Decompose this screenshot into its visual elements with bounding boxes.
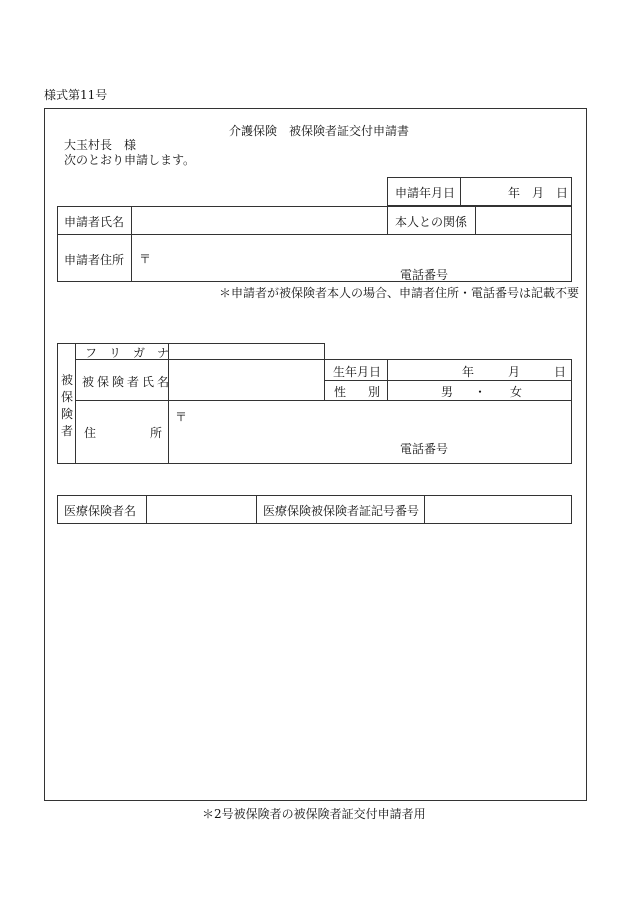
addressee: 大玉村長 様	[64, 138, 137, 152]
application-date-label: 申請年月日	[395, 186, 456, 200]
divider	[131, 206, 132, 282]
divider	[324, 380, 572, 381]
insured-side-char-3: 険	[61, 407, 74, 421]
insured-table	[57, 343, 572, 464]
insured-side-char-2: 保	[61, 390, 74, 404]
medical-insurer-label: 医療保険者名	[64, 504, 137, 518]
sex-male[interactable]: 男	[441, 385, 454, 399]
insured-side-char-1: 被	[61, 373, 74, 387]
intro-text: 次のとおり申請します。	[64, 153, 196, 167]
divider	[460, 177, 461, 206]
applicant-postal-mark: 〒	[139, 252, 152, 266]
form-title: 介護保険 被保険者証交付申請書	[229, 124, 410, 138]
form-number: 様式第11号	[44, 88, 108, 102]
medical-number-label: 医療保険被保険者証記号番号	[263, 504, 420, 518]
application-date-month: 月	[532, 186, 545, 200]
birth-day: 日	[554, 365, 567, 379]
insured-name-label: 被保険者氏名	[82, 375, 173, 389]
application-date-year: 年	[508, 186, 521, 200]
relation-label: 本人との関係	[395, 215, 468, 229]
sex-female[interactable]: 女	[510, 385, 523, 399]
furigana-label: フ リ ガ ナ	[85, 346, 170, 360]
insured-postal-mark: 〒	[175, 410, 188, 424]
application-date-day: 日	[556, 186, 569, 200]
applicant-phone-label: 電話番号	[400, 268, 449, 282]
divider	[387, 206, 388, 234]
birth-month: 月	[508, 365, 521, 379]
sex-label-2: 別	[368, 385, 381, 399]
divider	[424, 495, 425, 524]
insured-address-label-1: 住	[84, 426, 97, 440]
divider	[57, 234, 572, 235]
divider	[475, 206, 476, 234]
divider	[75, 343, 76, 464]
furigana-row-gap	[325, 342, 573, 359]
divider	[168, 343, 169, 464]
applicant-table	[57, 206, 572, 282]
divider	[75, 400, 572, 401]
divider	[146, 495, 147, 524]
footer-note: ＊2号被保険者の被保険者証交付申請者用	[202, 807, 426, 821]
applicant-address-label: 申請者住所	[64, 253, 125, 267]
insured-phone-label: 電話番号	[400, 442, 449, 456]
insured-side-char-4: 者	[61, 424, 74, 438]
applicant-note: ＊申請者が被保険者本人の場合、申請者住所・電話番号は記載不要	[219, 286, 580, 300]
sex-dot: ・	[474, 385, 487, 399]
applicant-name-label: 申請者氏名	[64, 215, 125, 229]
sex-label-1: 性	[334, 385, 347, 399]
birth-year: 年	[462, 365, 475, 379]
birth-label: 生年月日	[333, 365, 382, 379]
insured-address-label-2: 所	[150, 426, 163, 440]
divider	[256, 495, 257, 524]
